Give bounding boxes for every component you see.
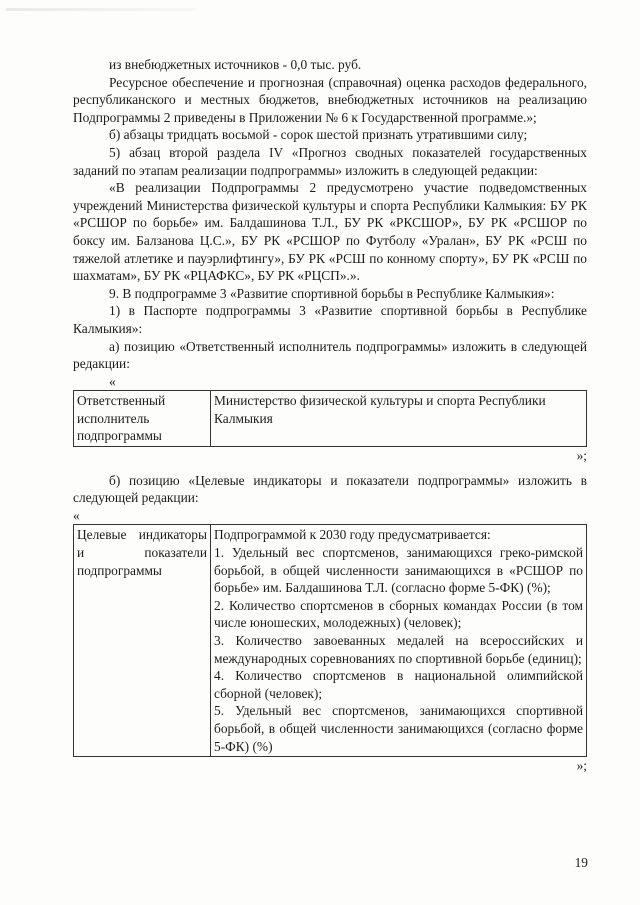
paragraph: из внебюджетных источников - 0,0 тыс. руб. <box>109 57 362 72</box>
paragraph: а) позицию «Ответственный исполнитель подпрограммы» изложить в следующей редакции: <box>73 338 587 372</box>
quote-open: « <box>73 507 80 523</box>
document-body <box>73 56 587 775</box>
table-value: Министерство физической культуры и спорта Республики Калмыкия <box>214 393 546 426</box>
indicator-intro: Подпрограммой к 2030 году предусматривается: <box>214 527 491 543</box>
table-value-cell <box>211 525 587 757</box>
table-value-cell <box>211 391 587 447</box>
table-label-cell <box>74 391 211 447</box>
paragraph: 1) в Паспорте подпрограммы 3 «Развитие спортивной борьбы в Республике Калмыкия»: <box>73 303 587 336</box>
paragraph: «В реализации Подпрограммы 2 предусмотрено участие подведомственных учреждений Министерства физической культуры и спорта Республики Калмыкия: БУ РК «РСШОР по борьбе» им. Балдашинова Т.Л., БУ РК «РКСШОР», БУ РК «РСШОР по боксу им. Балзанова Ц.С.», БУ РК «РСШОР по Футболу «Уралан», БУ РК «РСШ по тяжелой атлетике и пауэрлифтингу», БУ РК «РСШ по конному спорту», БУ РК «РСШ по шахматам», БУ РК «РЦАФКС», БУ РК «РЦСП».». <box>73 180 587 284</box>
indicator-item: 4. Количество спортсменов в национальной олимпийской сборной (человек); <box>214 668 583 701</box>
paragraph: Ресурсное обеспечение и прогнозная (справочная) оценка расходов федерального, республиканского и местных бюджетов, внебюджетных источников на реализацию Подпрограммы 2 приведены в Приложении № 6 к Государственной программе.»; <box>73 74 587 125</box>
table-row <box>74 525 587 757</box>
table-label-cell <box>74 525 211 757</box>
paragraph: 5) абзац второй раздела IV «Прогноз сводных показателей государственных заданий по этапам реализации подпрограммы» изложить в следующей редакции: <box>73 144 587 178</box>
indicator-item: 2. Количество спортсменов в сборных командах России (в том числе юношеских, молодежных) (человек); <box>214 597 583 631</box>
paragraph: 9. В подпрограмме 3 «Развитие спортивной борьбы в Республике Калмыкия»: <box>109 285 555 301</box>
page-number: 19 <box>574 855 588 870</box>
indicator-item: 3. Количество завоеванных медалей на всероссийских и международных соревнованиях по спортивной борьбе (единиц); <box>214 633 583 666</box>
quote-open: « <box>109 373 116 389</box>
table-row <box>74 391 587 447</box>
indicator-item: 1. Удельный вес спортсменов, занимающихся греко-римской борьбой, в общей численности занимающихся в «РСШОР по борьбе» им. Балдашинова Т.Л. (согласно форме 5-ФК) (%); <box>214 545 583 596</box>
table-label: Ответственный исполнитель подпрограммы <box>77 393 166 444</box>
quote-close: »; <box>576 448 587 464</box>
table-label: Целевые индикаторы и показатели подпрограммы <box>77 527 207 578</box>
indicator-item: 5. Удельный вес спортсменов, занимающихся спортивной борьбой, в общей численности занимающихся (согласно форме 5-ФК) (%) <box>214 703 583 754</box>
scan-artifact <box>6 8 196 11</box>
quote-close: »; <box>576 758 587 774</box>
responsible-executor-table <box>73 390 587 447</box>
paragraph: б) абзацы тридцать восьмой - сорок шестой признать утратившими силу; <box>109 127 528 143</box>
paragraph: б) позицию «Целевые индикаторы и показатели подпрограммы» изложить в следующей редакции: <box>73 472 587 506</box>
target-indicators-table <box>73 524 587 757</box>
